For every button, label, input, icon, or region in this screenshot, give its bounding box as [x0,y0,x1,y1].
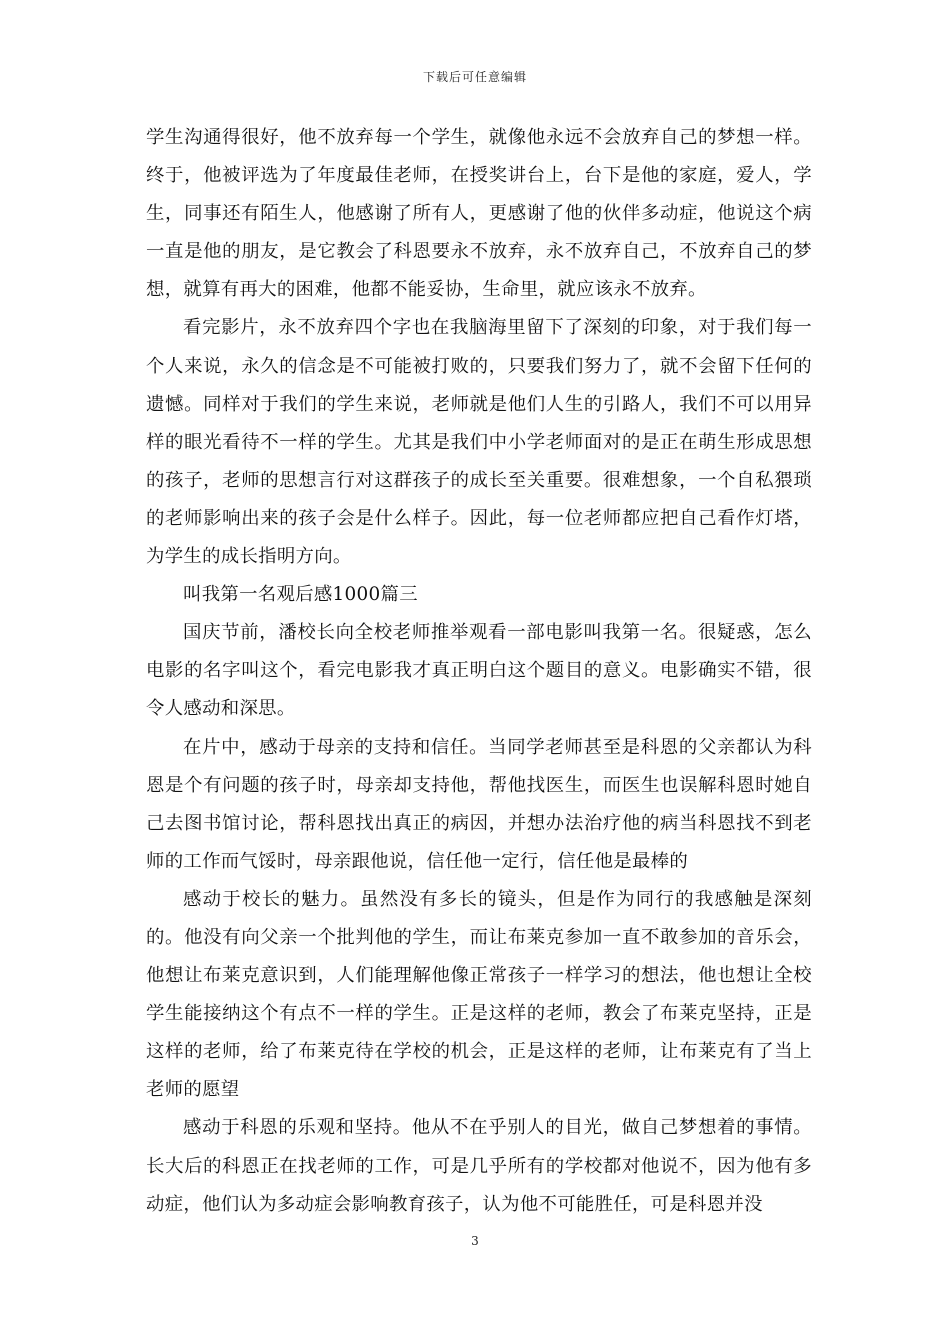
document-body [146,119,812,1224]
page-number: 3 [471,1234,479,1248]
paragraph: 看完影片，永不放弃四个字也在我脑海里留下了深刻的印象，对于我们每一个人来说，永久的信念是不可能被打败的，只要我们努力了，就不会留下任何的遗憾。同样对于我们的学生来说，老师就是他们人生的引路人，我们不可以用异样的眼光看待不一样的学生。尤其是我们中小学老师面对的是正在萌生形成思想的孩子，老师的思想言行对这群孩子的成长至关重要。很难想象，一个自私猥琐的老师影响出来的孩子会是什么样子。因此，每一位老师都应把自己看作灯塔，为学生的成长指明方向。 [146,317,812,568]
paragraph: 在片中，感动于母亲的支持和信任。当同学老师甚至是科恩的父亲都认为科恩是个有问题的孩子时，母亲却支持他，帮他找医生，而医生也误解科恩时她自己去图书馆讨论，帮科恩找出真正的病因，并想办法治疗他的病当科恩找不到老师的工作而气馁时，母亲跟他说，信任他一定行，信任他是最棒的 [146,736,812,872]
section-heading: 叫我第一名观后感1000篇三 [183,584,418,606]
page-header: 下载后可任意编辑 [422,70,527,84]
paragraph: 国庆节前，潘校长向全校老师推举观看一部电影叫我第一名。很疑惑，怎么电影的名字叫这个，看完电影我才真正明白这个题目的意义。电影确实不错，很令人感动和深思。 [146,622,812,720]
paragraph: 感动于校长的魅力。虽然没有多长的镜头，但是作为同行的我感触是深刻的。他没有向父亲一个批判他的学生，而让布莱克参加一直不敢参加的音乐会，他想让布莱克意识到，人们能理解他像正常孩子一样学习的想法，他也想让全校学生能接纳这个有点不一样的学生。正是这样的老师，教会了布莱克坚持，正是这样的老师，给了布莱克待在学校的机会，正是这样的老师，让布莱克有了当上老师的愿望 [146,888,812,1101]
paragraph: 学生沟通得很好，他不放弃每一个学生，就像他永远不会放弃自己的梦想一样。终于，他被评选为了年度最佳老师，在授奖讲台上，台下是他的家庭，爱人，学生，同事还有陌生人，他感谢了所有人，更感谢了他的伙伴多动症，他说这个病一直是他的朋友，是它教会了科恩要永不放弃，永不放弃自己，不放弃自己的梦想，就算有再大的困难，他都不能妥协，生命里，就应该永不放弃。 [146,127,812,301]
paragraph: 感动于科恩的乐观和坚持。他从不在乎别人的目光，做自己梦想着的事情。长大后的科恩正在找老师的工作，可是几乎所有的学校都对他说不，因为他有多动症，他们认为多动症会影响教育孩子，认为他不可能胜任，可是科恩并没 [146,1117,812,1215]
